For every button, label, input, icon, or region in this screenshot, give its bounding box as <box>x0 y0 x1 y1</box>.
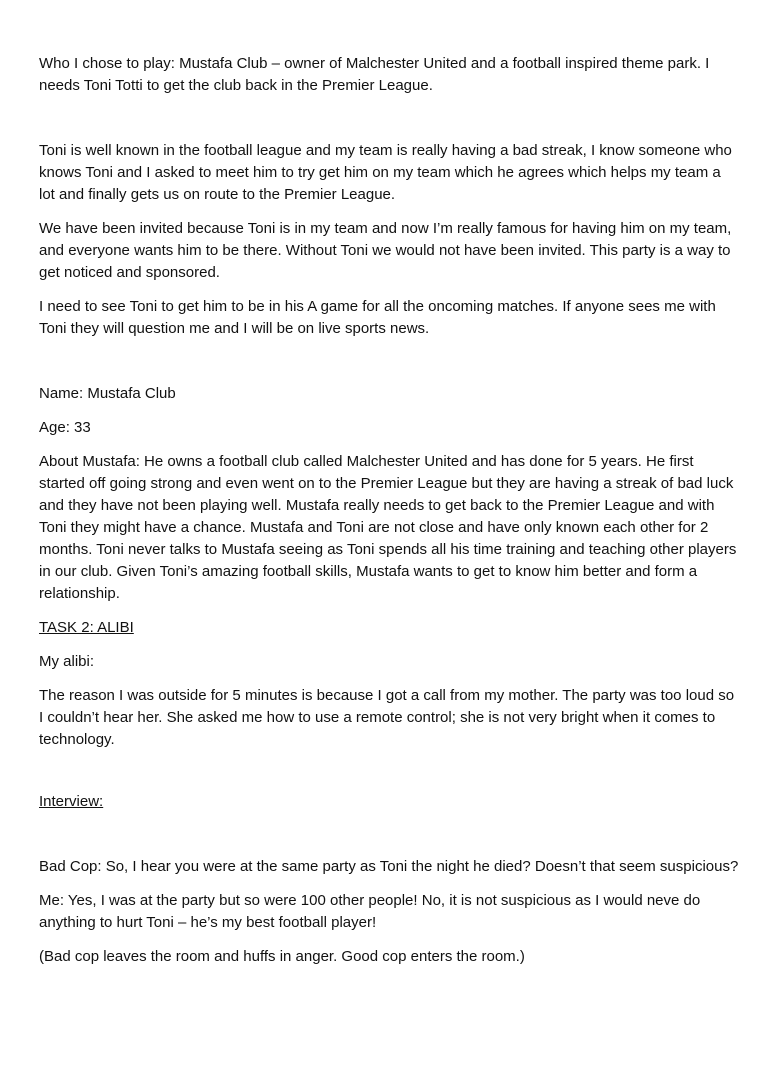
character-name: Name: Mustafa Club <box>39 385 176 402</box>
background-paragraph: Toni is well known in the football league and my team is really having a bad streak, I know someone who knows Toni and I asked to meet him to try get him on my team which he agrees which helps my team a lot and finally gets us on route to the Premier League. <box>39 142 732 203</box>
document-page <box>39 53 739 980</box>
alibi-text: The reason I was outside for 5 minutes is because I got a call from my mother. The party was too loud so I couldn’t hear her. She asked me how to use a remote control; she is not very bright when it comes to technology. <box>39 687 735 748</box>
invitation-paragraph: We have been invited because Toni is in my team and now I’m really famous for having him on my team, and everyone wants him to be there. Without Toni we would not have been invited. This party is a way to get noticed and sponsored. <box>39 220 732 281</box>
bad-cop-line: Bad Cop: So, I hear you were at the same party as Toni the night he died? Doesn’t that seem suspicious? <box>39 858 739 875</box>
motive-paragraph: I need to see Toni to get him to be in his A game for all the oncoming matches. If anyone sees me with Toni they will question me and I will be on live sports news. <box>39 298 716 337</box>
character-age: Age: 33 <box>39 419 91 436</box>
me-reply-line: Me: Yes, I was at the party but so were 100 other people! No, it is not suspicious as I would neve do anything to hurt Toni – he’s my best football player! <box>39 892 701 931</box>
intro-paragraph: Who I chose to play: Mustafa Club – owner of Malchester United and a football inspired theme park. I needs Toni Totti to get the club back in the Premier League. <box>39 55 710 94</box>
alibi-label: My alibi: <box>39 653 95 670</box>
interview-heading: Interview: <box>39 793 104 810</box>
stage-note: (Bad cop leaves the room and huffs in anger. Good cop enters the room.) <box>39 948 525 965</box>
task-heading: TASK 2: ALIBI <box>39 619 134 636</box>
character-about: About Mustafa: He owns a football club called Malchester United and has done for 5 years. He first started off going strong and even went on to the Premier League but they are having a streak of bad luck and they have not been playing well. Mustafa really needs to get back to the Premier League and with Toni they might have a chance. Mustafa and Toni are not close and have only known each other for 2 months. Toni never talks to Mustafa seeing as Toni spends all his time training and teaching other players in our club. Given Toni’s amazing football skills, Mustafa wants to get to know him better and form a relationship. <box>39 453 737 602</box>
